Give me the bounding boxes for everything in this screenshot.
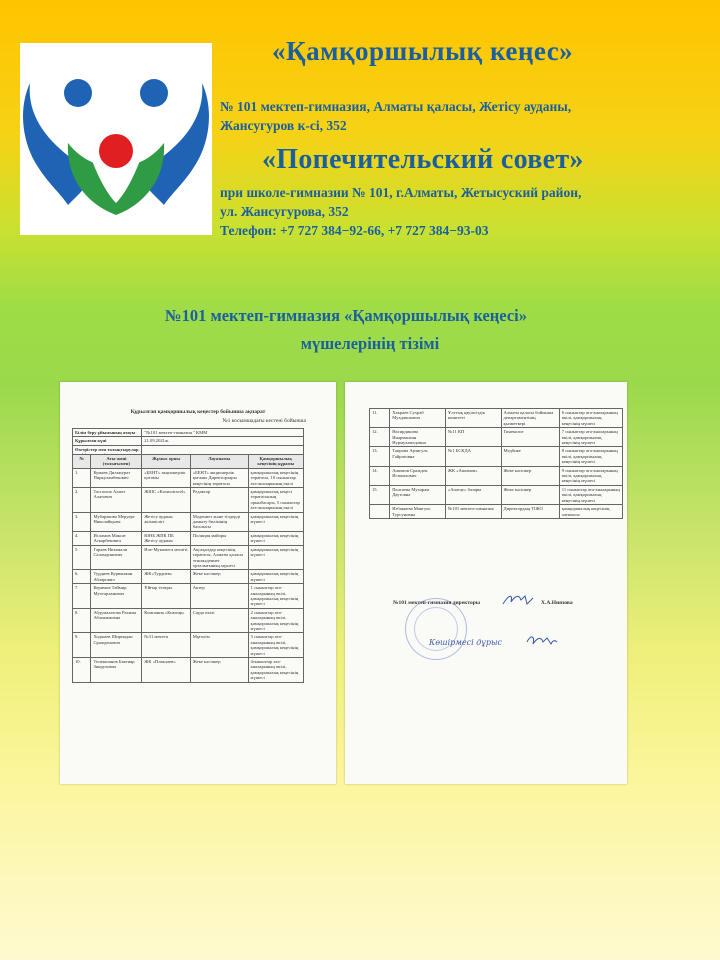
list-heading-line1: №101 мектеп-гимназия «Қамқоршылық кеңесі» bbox=[165, 306, 527, 325]
table-cell: Избакиева Мавгуль Турсуновна bbox=[390, 505, 446, 519]
table-cell: Керимов Таймир Мухтарханович bbox=[91, 584, 142, 609]
table-row bbox=[73, 584, 304, 609]
table-cell: «Апатау» базары bbox=[445, 485, 501, 504]
table-cell: Таирова Арзигуль Гайратовна bbox=[390, 447, 446, 466]
table-cell: Құрылған күні bbox=[73, 437, 142, 445]
table-cell: 3 сыныптар ата-аналарының өкілі, қамқоршылық кеңесінің мүшесі bbox=[248, 633, 303, 658]
scanned-document-page1 bbox=[60, 382, 336, 784]
table-cell: «БЕНТ» акционерлік қоғамы bbox=[142, 468, 191, 487]
table-cell: 14. bbox=[370, 466, 390, 485]
table-cell: Жеке кәсіпкер bbox=[190, 658, 248, 683]
table-cell: 10. bbox=[73, 658, 91, 683]
table-cell: Жеке кәсіпкер bbox=[501, 466, 559, 485]
table-cell: Мұғалім bbox=[190, 633, 248, 658]
table-cell: 15. bbox=[370, 485, 390, 504]
list-heading-line2: мүшелерінің тізімі bbox=[300, 334, 440, 353]
title-ru: «Попечительский совет» bbox=[262, 144, 584, 175]
table-cell: Тилекшанов Бактияр Зикрулович bbox=[91, 658, 142, 683]
table-row bbox=[73, 512, 304, 531]
table-cell: ЖК «Ашимов» bbox=[445, 466, 501, 485]
table-cell: 11 сыныптар ата-аналарының өкілі, қамқоршылық кеңесінің мүшесі bbox=[559, 485, 622, 504]
table-cell: Ақсақалдар кеңесінің төрағасы, Алматы қаласы этномәдениет орталығының мүшесі bbox=[190, 545, 248, 570]
table-cell: Лауазымы bbox=[190, 455, 248, 469]
table-cell: Алматы қаласы бойынша департаментінің қызметкері bbox=[501, 409, 559, 428]
table-cell: Сауда өкілі bbox=[190, 608, 248, 633]
school-kz-line1: № 101 мектеп-гимназия, Алматы қаласы, Жетісу ауданы, bbox=[220, 99, 572, 114]
table-cell: Білім беру ұйымының атауы bbox=[73, 429, 142, 437]
table-cell: №1 БСКДА bbox=[445, 447, 501, 466]
table-cell: қамқоршылық кеңесінің хатшысы bbox=[559, 505, 622, 519]
title-kz: «Қамқоршылық кеңес» bbox=[272, 36, 574, 66]
table-cell: қамқоршылық кеңесінің мүшесі bbox=[248, 545, 303, 570]
table-cell: Қамқоршылық кеңесінің құрамы bbox=[248, 455, 303, 469]
table-cell: 6 сыныптар ата-аналарының өкілі, қамқоршылық кеңесінің мүшесі bbox=[559, 409, 622, 428]
table-cell: Турдиев Курванжан Абларович bbox=[91, 570, 142, 584]
table-row bbox=[73, 531, 304, 545]
director-name: Х.А.Ниязова bbox=[541, 600, 573, 606]
table-cell: Жұмыс орны bbox=[142, 455, 191, 469]
table-cell: Медбике bbox=[501, 447, 559, 466]
table-cell bbox=[370, 505, 390, 519]
doc-note: №1 косымшадағы кестені бойынша bbox=[222, 418, 306, 424]
doc-title: Құрылған қамқоршылық кеңестер бойынша ақпарат bbox=[130, 409, 266, 415]
table-row bbox=[73, 633, 304, 658]
table-header-row bbox=[73, 455, 304, 469]
members-table-right bbox=[369, 408, 623, 519]
official-stamp bbox=[405, 598, 467, 660]
school-ru-line2: ул. Жансугурова, 352 bbox=[220, 204, 349, 219]
table-cell: № bbox=[73, 455, 91, 469]
phone: Телефон: +7 727 384−92-66, +7 727 384−93-03 bbox=[220, 223, 489, 238]
table-row bbox=[370, 409, 623, 428]
table-cell: қамқоршылық кеңесінің төрағасы, 10 сыныптар ата-аналарының өкілі bbox=[248, 468, 303, 487]
table-row bbox=[73, 545, 304, 570]
table-cell: 13. bbox=[370, 447, 390, 466]
table-cell: Тасполов Алмат Алатович bbox=[91, 488, 142, 513]
table-cell: 9 сыныптар ата-аналарының өкілі, қамқоршылық кеңесінің мүшесі bbox=[559, 466, 622, 485]
table-row bbox=[370, 447, 623, 466]
table-cell: 21.09.2021ж. bbox=[142, 437, 304, 445]
table-cell: ЖШС «Kosmotravel» bbox=[142, 488, 191, 513]
table-row bbox=[73, 658, 304, 683]
table-cell: №11 КП bbox=[445, 428, 501, 447]
table-cell: Жетісу ауданы әкімшілігі bbox=[142, 512, 191, 531]
table-cell: 8. bbox=[73, 608, 91, 633]
handwritten-signature-icon bbox=[525, 632, 559, 648]
table-cell: Хакраев Сухраб Мухдавшович bbox=[390, 409, 446, 428]
table-cell: Актер bbox=[190, 584, 248, 609]
table-cell: Исламов Максат Аскарбекович bbox=[91, 531, 142, 545]
table-cell: Ұлттық қауіпсіздік комитеті bbox=[445, 409, 501, 428]
table-cell: қамқоршылық кеңесінің мүшесі bbox=[248, 512, 303, 531]
table-cell: 4. bbox=[73, 531, 91, 545]
table-cell: 2 сыныптар ата-аналарының өкілі, қамқоршылық кеңесінің мүшесі bbox=[248, 608, 303, 633]
table-cell: Мәдениет және тілдерді дамыту бөлімінің басшысы bbox=[190, 512, 248, 531]
table-cell: қамқоршылық кеңесінің мүшесі bbox=[248, 570, 303, 584]
table-cell: Кумаев Дильмурат Пиркуламбекович bbox=[91, 468, 142, 487]
table-cell: 8 сыныптар ата-аналарының өкілі, қамқоршылық кеңесінің мүшесі bbox=[559, 447, 622, 466]
table-cell: "№101 мектеп-гимназия " КММ bbox=[142, 429, 304, 437]
table-cell: №101 мектеп-гимназия bbox=[445, 505, 501, 519]
school-kz-line2: Жансугуров к-сі, 352 bbox=[220, 118, 347, 133]
table-cell: 6. bbox=[73, 570, 91, 584]
school-address-kz bbox=[220, 97, 571, 135]
table-row bbox=[73, 488, 304, 513]
table-row bbox=[73, 570, 304, 584]
table-cell: 7. bbox=[73, 584, 91, 609]
members-table-left bbox=[72, 454, 304, 683]
table-cell: 1 сыныптар ата-аналарының өкілі, қамқоршылық кеңесінің мүшесі bbox=[248, 584, 303, 609]
table-cell: Аты-жөні (толығымен) bbox=[91, 455, 142, 469]
table-cell: Жеке кәсіпкер bbox=[501, 485, 559, 504]
table-cell: «БЕНТ» акционерлік қоғамы Директорлары кеңесінің төрағасы bbox=[190, 468, 248, 487]
scanned-document-page2 bbox=[345, 382, 627, 784]
table-row bbox=[370, 485, 623, 504]
info-row bbox=[73, 429, 304, 437]
table-cell: Гараев Низамали Саламдинович bbox=[91, 545, 142, 570]
table-cell: Өзгерістер мен толықтырулар bbox=[73, 445, 142, 459]
table-cell: Редактор bbox=[190, 488, 248, 513]
table-cell: ЮНБ ЖПК ПБ Жетісу ауданы bbox=[142, 531, 191, 545]
signature-icon bbox=[501, 592, 535, 608]
table-cell: 2. bbox=[73, 488, 91, 513]
table-row bbox=[73, 608, 304, 633]
table-row bbox=[370, 505, 623, 519]
director-label: №101 мектеп-гимназия директоры bbox=[393, 600, 481, 606]
school-ru-line1: при школе-гимназии № 101, г.Алматы, Жетысуский район, bbox=[220, 185, 582, 200]
table-cell: Иле-Мукимега мешіті bbox=[142, 545, 191, 570]
table-cell: 3. bbox=[73, 512, 91, 531]
table-cell: қамқоршылық кеңесі төрағасының орынбасары, 5 сыныптар ата-аналарының өкілі bbox=[248, 488, 303, 513]
table-cell: Ашимов Сражден Исмаилович bbox=[390, 466, 446, 485]
table-cell: 9. bbox=[73, 633, 91, 658]
table-cell: Абдумахатова Рахима Абликимовна bbox=[91, 608, 142, 633]
table-cell: ЖК«Турдиев» bbox=[142, 570, 191, 584]
table-row bbox=[370, 466, 623, 485]
table-cell: Ұйғыр театры bbox=[142, 584, 191, 609]
table-cell: 5. bbox=[73, 545, 91, 570]
table-cell: 4сыныптар ата-аналарының өкілі, қамқоршылық кеңесінің мүшесі bbox=[248, 658, 303, 683]
school-address-ru bbox=[220, 183, 581, 240]
table-cell: Директордың ТІЖО bbox=[501, 505, 559, 519]
certified-copy-handwriting: Көшірмесі дұрыс bbox=[429, 638, 502, 647]
table-cell: Мубаракова Меруерт Николайқызы bbox=[91, 512, 142, 531]
table-cell: Насирдинова Инарманхан Нурмухамедовна bbox=[390, 428, 446, 447]
info-row bbox=[73, 437, 304, 445]
table-cell: Жеке кәсіпкер bbox=[190, 570, 248, 584]
table-cell: ЖК «Плаклаев» bbox=[142, 658, 191, 683]
table-cell: қамқоршылық кеңесінің мүшесі bbox=[248, 531, 303, 545]
table-cell: Палтаева Мухарам Даутовна bbox=[390, 485, 446, 504]
table-cell: Гинеколог bbox=[501, 428, 559, 447]
table-cell: №31 мектеп bbox=[142, 633, 191, 658]
table-cell: Полиция майоры bbox=[190, 531, 248, 545]
table-row bbox=[370, 428, 623, 447]
logo bbox=[20, 43, 212, 235]
table-cell: Компания «Кимгир» bbox=[142, 608, 191, 633]
table-cell: 1. bbox=[73, 468, 91, 487]
care-hearts-logo-icon bbox=[20, 43, 212, 235]
table-cell: 12. bbox=[370, 428, 390, 447]
table-cell: 11. bbox=[370, 409, 390, 428]
table-row bbox=[73, 468, 304, 487]
table-cell: Ходжаев Ширмадан Сражденович bbox=[91, 633, 142, 658]
table-cell: 7 сыныптар ата-аналарының өкілі, қамқоршылық кеңесінің мүшесі bbox=[559, 428, 622, 447]
